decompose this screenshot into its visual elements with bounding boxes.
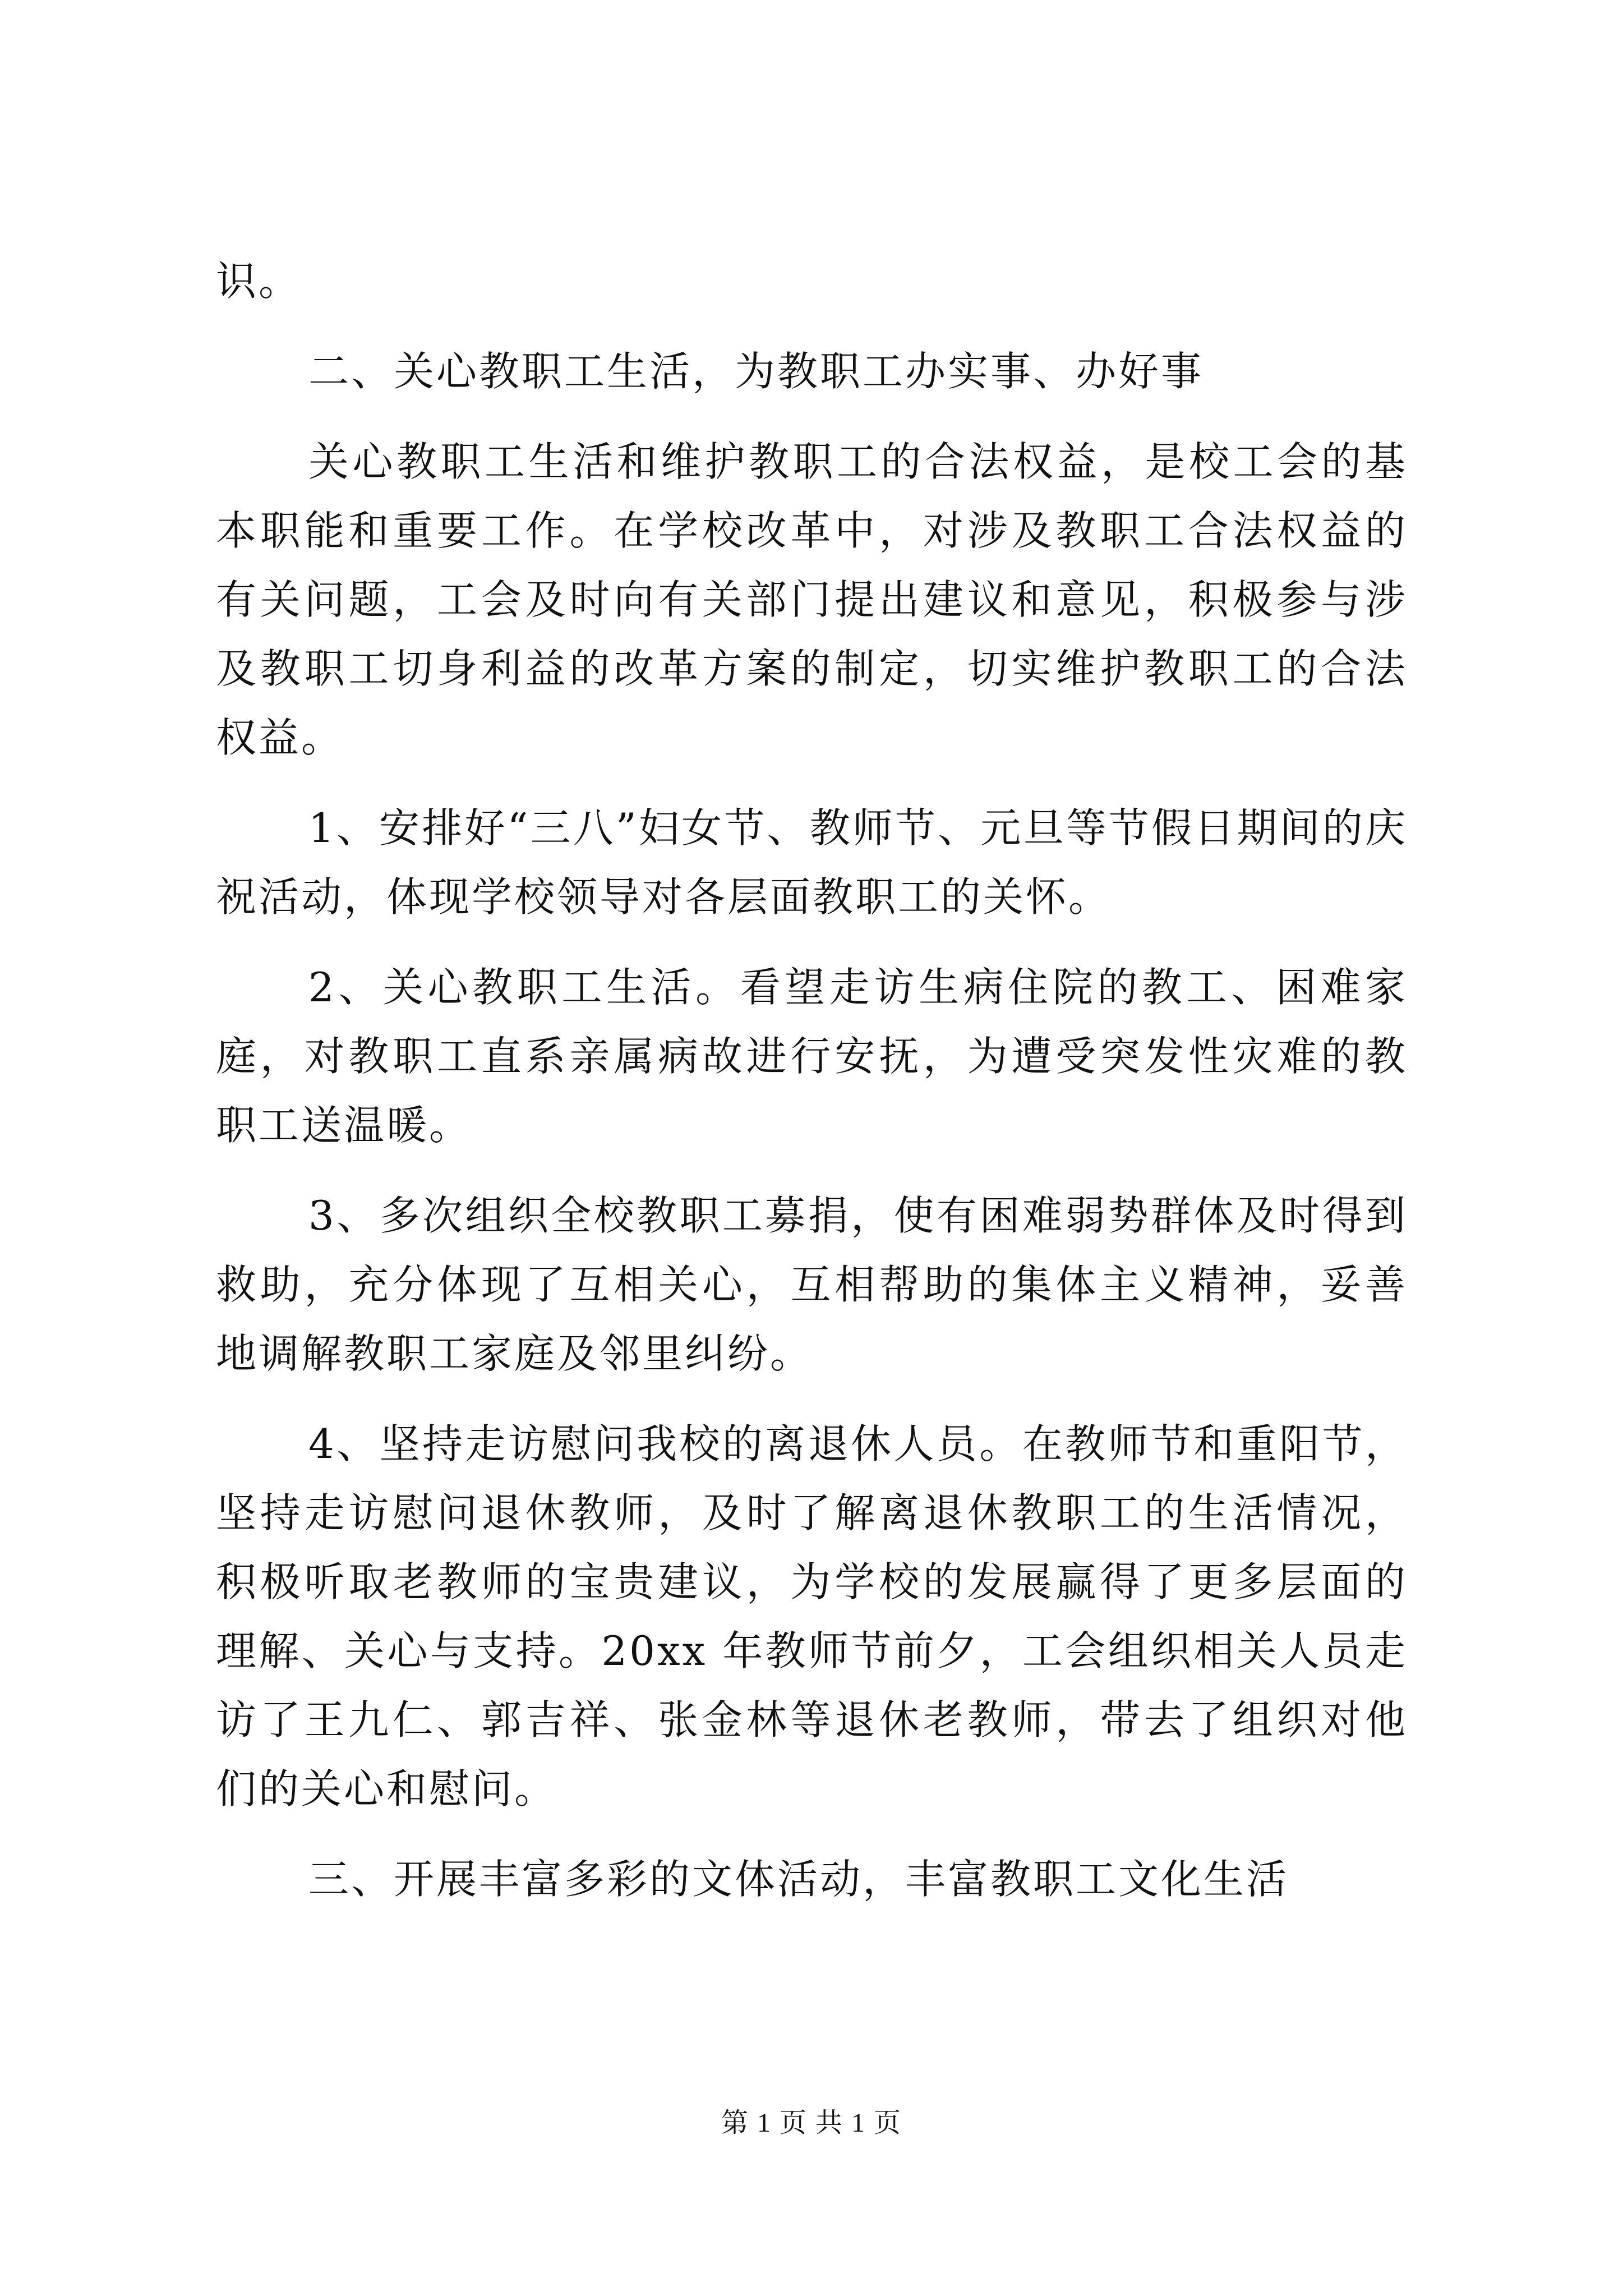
list-item-3: 3、多次组织全校教职工募捐，使有困难弱势群体及时得到救助，充分体现了互相关心，互相帮助的集体主义精神，妥善地调解教职工家庭及邻里纠纷。 — [216, 1192, 1408, 1377]
page-footer: 第 1 页 共 1 页 — [721, 2108, 902, 2138]
list-item-1: 1、安排好“三八”妇女节、教师节、元旦等节假日期间的庆祝活动，体现学校领导对各层面教职工的关怀。 — [216, 804, 1408, 921]
section-heading-3: 三、开展丰富多彩的文体活动，丰富教职工文化生活 — [308, 1856, 1289, 1903]
list-item-4: 4、坚持走访慰问我校的离退休人员。在教师节和重阳节，坚持走访慰问退休教师，及时了解离退休教职工的生活情况，积极听取老教师的宝贵建议，为学校的发展赢得了更多层面的理解、关心与支持。20xx 年教师节前夕，工会组织相关人员走访了王九仁、郭吉祥、张金林等退休老教师，带去了组织对他们的关心和慰问。 — [216, 1420, 1408, 1812]
list-item-2: 2、关心教职工生活。看望走访生病住院的教工、困难家庭，对教职工直系亲属病故进行安抚，为遭受突发性灾难的教职工送温暖。 — [216, 964, 1408, 1149]
section-heading-2: 二、关心教职工生活，为教职工办实事、办好事 — [308, 348, 1204, 395]
document-body — [216, 247, 1408, 1935]
paragraph-intro: 关心教职工生活和维护教职工的合法权益，是校工会的基本职能和重要工作。在学校改革中，对涉及教职工合法权益的有关问题，工会及时向有关部门提出建议和意见，积极参与涉及教职工切身利益的改革方案的制定，切实维护教职工的合法权益。 — [216, 438, 1408, 761]
paragraph-continuation: 识。 — [216, 257, 302, 305]
